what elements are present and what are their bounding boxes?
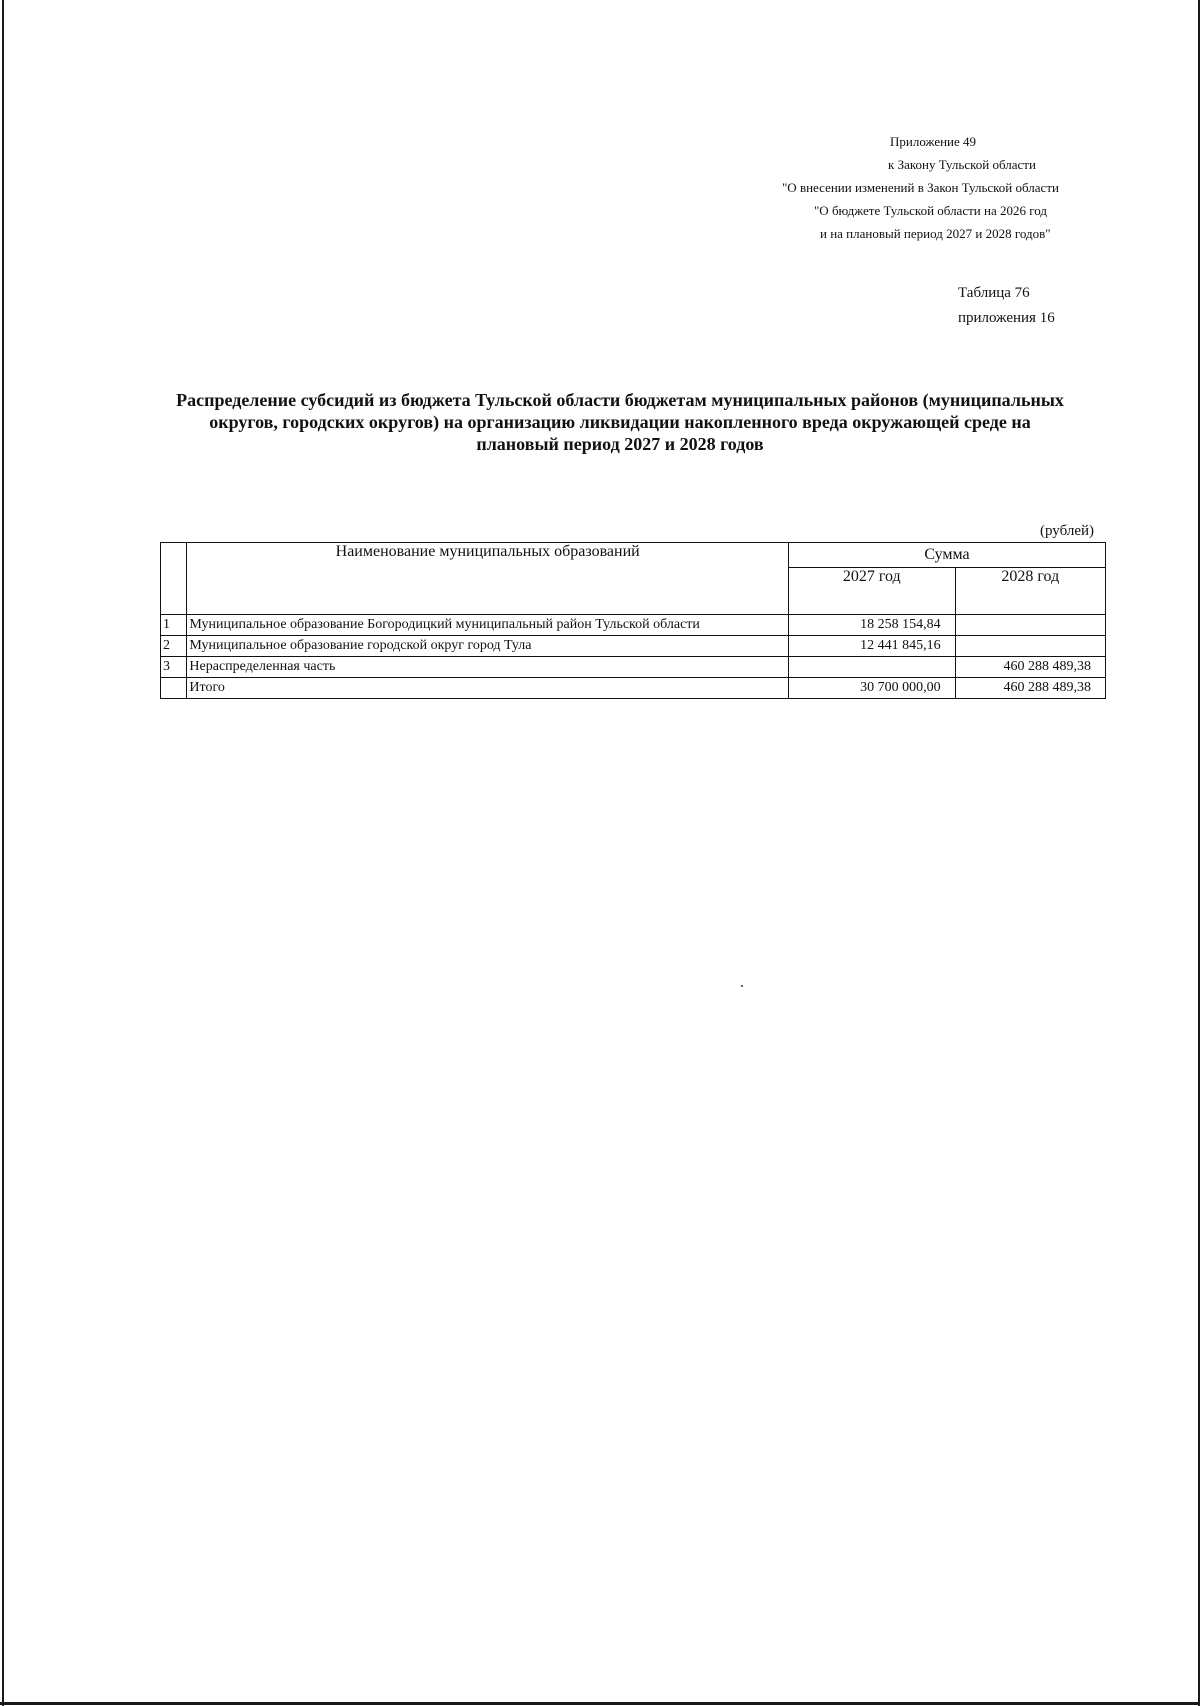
row-amount-2028 — [955, 636, 1105, 657]
header-name: Наименование муниципальных образований — [187, 543, 789, 615]
row-number — [161, 678, 187, 699]
title-line-1: Распределение субсидий из бюджета Тульской области бюджетам муниципальных районов (муниципальных — [176, 390, 1064, 410]
subsidy-table — [160, 542, 1106, 699]
row-number: 1 — [161, 615, 187, 636]
header-sum: Сумма — [788, 543, 1105, 568]
approval-line-budget: "О бюджете Тульской области на 2026 год — [814, 203, 1047, 218]
header-year-2027: 2027 год — [788, 568, 955, 615]
approval-block — [760, 130, 1120, 245]
page-edge-left — [2, 0, 4, 1706]
row-name: Муниципальное образование городской округ город Тула — [187, 636, 789, 657]
title-line-2: округов, городских округов) на организацию ликвидации накопленного вреда окружающей среде на — [209, 412, 1031, 432]
row-amount-2028 — [955, 615, 1105, 636]
scan-speck — [741, 985, 743, 987]
document-title — [140, 389, 1100, 455]
header-year-2028: 2028 год — [955, 568, 1105, 615]
row-amount-2027: 18 258 154,84 — [788, 615, 955, 636]
approval-line-appendix: Приложение 49 — [890, 134, 977, 149]
row-number: 2 — [161, 636, 187, 657]
table-number: Таблица 76 — [958, 285, 1030, 301]
row-name: Итого — [187, 678, 789, 699]
approval-line-amendment: "О внесении изменений в Закон Тульской области — [782, 180, 1059, 195]
page-edge-bottom — [0, 1702, 1200, 1705]
title-line-3: плановый период 2027 и 2028 годов — [476, 434, 764, 454]
table-row — [161, 636, 1106, 657]
unit-label: (рублей) — [1040, 523, 1095, 539]
approval-line-law: к Закону Тульской области — [888, 157, 1036, 172]
row-amount-2027 — [788, 657, 955, 678]
row-amount-2028: 460 288 489,38 — [955, 678, 1105, 699]
row-amount-2027: 12 441 845,16 — [788, 636, 955, 657]
table-row-total — [161, 678, 1106, 699]
row-amount-2028: 460 288 489,38 — [955, 657, 1105, 678]
appendix-number: приложения 16 — [958, 310, 1055, 326]
table-reference — [958, 281, 1055, 331]
table-row — [161, 615, 1106, 636]
row-amount-2027: 30 700 000,00 — [788, 678, 955, 699]
row-name: Нераспределенная часть — [187, 657, 789, 678]
header-number — [161, 543, 187, 615]
approval-line-period: и на плановый период 2027 и 2028 годов" — [820, 226, 1051, 241]
row-number: 3 — [161, 657, 187, 678]
row-name: Муниципальное образование Богородицкий муниципальный район Тульской области — [187, 615, 789, 636]
table-row — [161, 657, 1106, 678]
